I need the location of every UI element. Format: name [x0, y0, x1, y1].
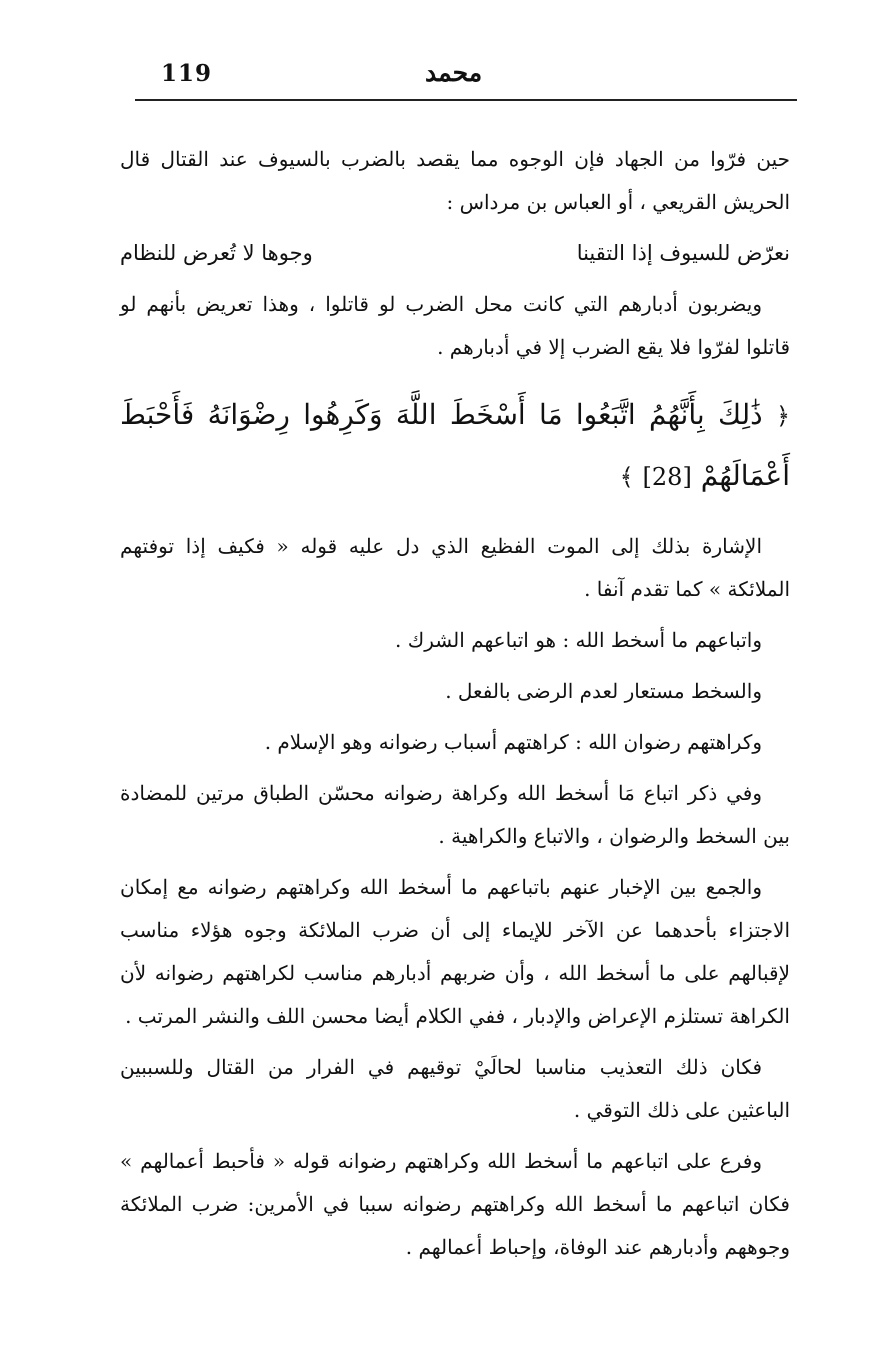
poetry-verse	[120, 232, 790, 275]
verse-hemistich-left: وجوها لا تُعرض للنظام	[120, 241, 313, 265]
paragraph-8: والجمع بين الإخبار عنهم باتباعهم ما أسخط الله وكراهتهم رضوانه مع إمكان الاجتزاء بأحدهما عن الآخر للإيماء إلى أن ضرب الملائكة وجوه هؤلاء مناسب لإقبالهم على ما أسخط الله ، وأن ضربهم أدبارهم مناسب لكراهتهم رضوانه لأن الكراهة تستلزم الإعراض والإدبار ، ففي الكلام أيضا محسن اللف والنشر المرتب .	[120, 875, 790, 1028]
paragraph-5: والسخط مستعار لعدم الرضى بالفعل .	[445, 679, 762, 703]
ayah-number: [28]	[642, 463, 692, 491]
quran-close-bracket: ﴾	[619, 463, 634, 491]
paragraph-2: ويضربون أدبارهم التي كانت محل الضرب لو قاتلوا ، وهذا تعريض بأنهم لو قاتلوا لفرّوا فلا يقع الضرب إلا في أدبارهم .	[120, 292, 790, 359]
paragraph-4: واتباعهم ما أسخط الله : هو اتباعهم الشرك .	[395, 628, 762, 652]
paragraph-1: حين فرّوا من الجهاد فإن الوجوه مما يقصد بالضرب بالسيوف عند القتال قال الحريش القريعي ، أو العباس بن مرداس :	[120, 147, 790, 214]
quran-verse-text: ذَٰلِكَ بِأَنَّهُمُ اتَّبَعُوا مَا أَسْخَطَ اللَّهَ وَكَرِهُوا رِضْوَانَهُ فَأَحْبَطَ أَعْمَالَهُمْ	[120, 398, 790, 492]
page-header	[135, 58, 797, 94]
paragraph-3: الإشارة بذلك إلى الموت الفظيع الذي دل عليه قوله « فكيف إذا توفتهم الملائكة » كما تقدم آنفا .	[120, 534, 790, 601]
quran-verse	[120, 385, 790, 507]
paragraph-6: وكراهتهم رضوان الله : كراهتهم أسباب رضوانه وهو الإسلام .	[264, 730, 762, 754]
verse-hemistich-right: نعرّض للسيوف إذا التقينا	[576, 241, 790, 265]
header-divider	[135, 99, 797, 101]
quran-open-bracket: ﴿	[775, 402, 791, 430]
paragraph-9: فكان ذلك التعذيب مناسبا لحالَيْ توقيهم في الفرار من القتال وللسببين الباعثين على ذلك التوقي .	[120, 1055, 790, 1122]
paragraph-10: وفرع على اتباعهم ما أسخط الله وكراهتهم رضوانه قوله « فأحبط أعمالهم » فكان اتباعهم ما أسخط الله وكراهتهم رضوانه سببا في الأمرين: ضرب الملائكة وجوههم وأدبارهم عند الوفاة، وإحباط أعمالهم .	[120, 1149, 790, 1259]
page-body	[120, 138, 790, 1277]
paragraph-7: وفي ذكر اتباع مَا أسخط الله وكراهة رضوانه محسّن الطباق مرتين للمضادة بين السخط والرضوان ، والاتباع والكراهية .	[120, 781, 790, 848]
running-title: محمد	[425, 58, 483, 87]
page-number: 119	[161, 60, 213, 87]
